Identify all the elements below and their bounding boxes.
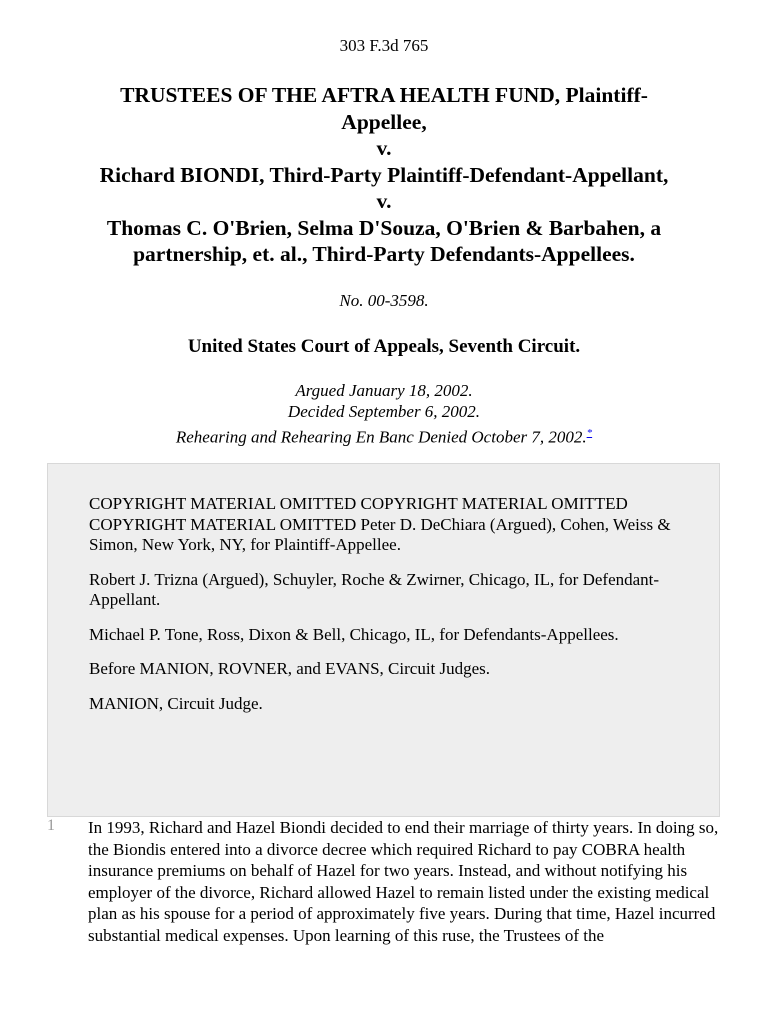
synopsis-paragraph: Robert J. Trizna (Argued), Schuyler, Roche & Zwirner, Chicago, IL, for Defendant-Appellant. [89,569,660,609]
title-line: Thomas C. O'Brien, Selma D'Souza, O'Brien & Barbahen, a [106,215,662,240]
rehearing-date-line [0,422,768,448]
court-name: United States Court of Appeals, Seventh Circuit. [187,336,581,357]
synopsis-paragraph: MANION, Circuit Judge. [89,693,263,713]
title-line: v. [376,189,392,213]
title-line: v. [376,136,392,160]
synopsis-paragraph: COPYRIGHT MATERIAL OMITTED COPYRIGHT MATERIAL OMITTED COPYRIGHT MATERIAL OMITTED Peter D. DeChiara (Argued), Cohen, Weiss & Simon, New York, NY, for Plaintiff-Appellee. [89,494,671,554]
case-citation: 303 F.3d 765 [339,36,429,55]
rehearing-date: Rehearing and Rehearing En Banc Denied October 7, 2002. [175,427,587,447]
synopsis-box [47,463,720,817]
title-line: Richard BIONDI, Third-Party Plaintiff-Defendant-Appellant, [99,162,669,187]
paragraph-number: 1 [47,817,55,834]
footnote-sup [587,424,593,440]
synopsis-paragraph: Before MANION, ROVNER, and EVANS, Circuit Judges. [89,659,491,678]
title-line: TRUSTEES OF THE AFTRA HEALTH FUND, Plaintiff- [120,83,648,107]
argued-date: Argued January 18, 2002. [295,381,473,400]
paragraph-text: In 1993, Richard and Hazel Biondi decided to end their marriage of thirty years. In doing so, the Biondis entered into a divorce decree which required Richard to pay COBRA health insurance premiums on behalf of Hazel for two years. Instead, and without notifying his employer of the divorce, Richard allowed Hazel to remain listed under the existing medical plan as his spouse for a period of approximately five years. During that time, Hazel incurred substantial medical expenses. Upon learning of this ruse, the Trustees of the [88,818,719,945]
footnote-link[interactable]: * [586,427,593,439]
title-line: partnership, et. al., Third-Party Defendants-Appellees. [133,242,635,266]
case-dates [0,380,768,448]
case-title [40,82,728,268]
docket-number: No. 00-3598. [339,291,429,310]
decided-date: Decided September 6, 2002. [287,402,481,421]
title-line: Appellee, [341,109,427,134]
synopsis-paragraph: Michael P. Tone, Ross, Dixon & Bell, Chicago, IL, for Defendants-Appellees. [89,624,619,644]
